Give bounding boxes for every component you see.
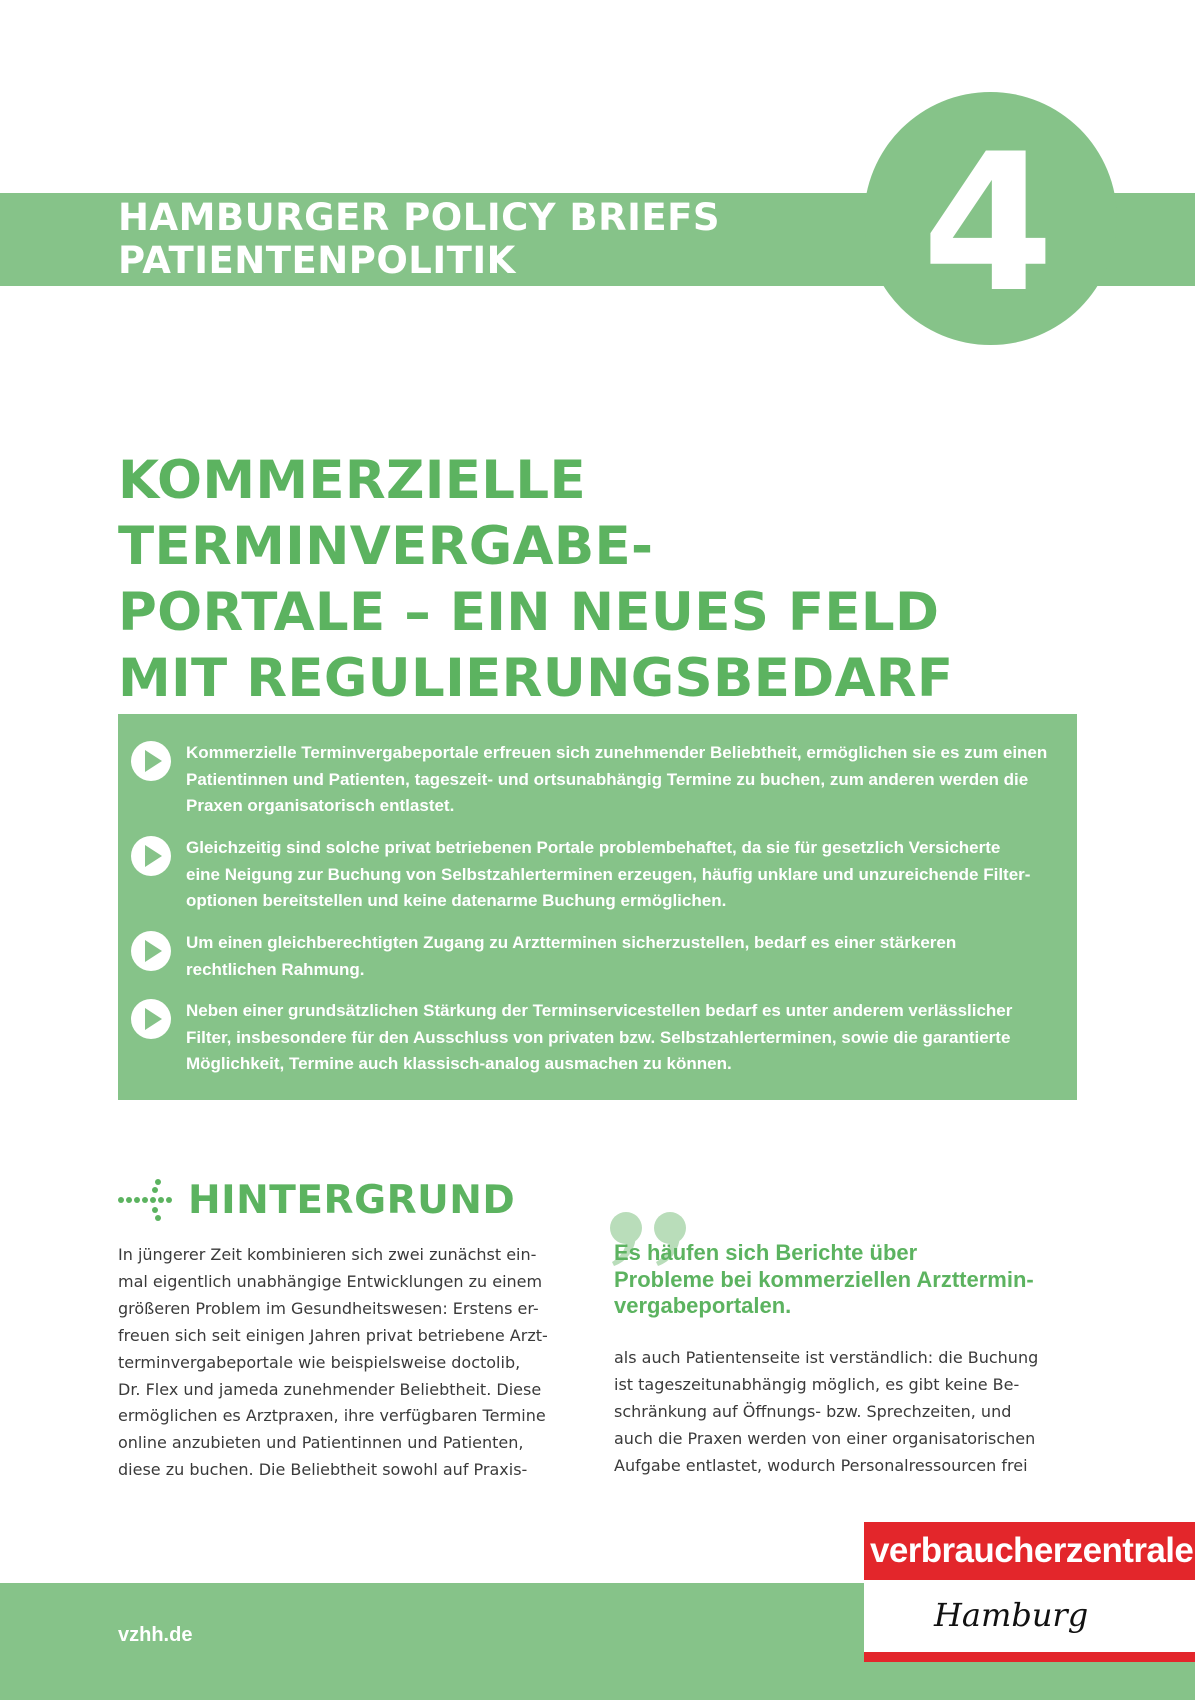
summary-item (130, 998, 1060, 1078)
verbraucherzentrale-logo (864, 1522, 1195, 1662)
summary-line: Praxen organisatorisch entlastet. (186, 796, 455, 815)
summary-line: rechtlichen Rahmung. (186, 959, 365, 979)
body-line: Aufgabe entlastet, wodurch Personalressourcen frei (614, 1455, 1028, 1475)
body-line: online anzubieten und Patientinnen und Patienten, (118, 1433, 524, 1453)
dotted-arrow-icon (118, 1178, 172, 1222)
body-line: freuen sich seit einigen Jahren privat betriebene Arzt- (118, 1325, 548, 1345)
body-line: mal eigentlich unabhängige Entwicklungen zu einem (118, 1271, 543, 1291)
page-title (118, 448, 1118, 712)
title-line-1: KOMMERZIELLE TERMINVERGABE- (118, 450, 654, 577)
body-line: Dr. Flex und jameda zunehmender Beliebtheit. Diese (118, 1379, 542, 1399)
body-line: schränkung auf Öffnungs- bzw. Sprechzeiten, und (614, 1401, 1012, 1421)
summary-line: Neben einer grundsätzlichen Stärkung der Terminservicestellen bedarf es unter anderem verlässlicher (186, 1001, 1013, 1020)
title-line-2: PORTALE – EIN NEUES FELD (118, 582, 940, 643)
summary-text (186, 740, 1047, 820)
quote-line: Es häufen sich Berichte über (614, 1240, 918, 1265)
summary-line: Möglichkeit, Termine auch klassisch-analog ausmachen zu können. (186, 1054, 732, 1073)
logo-brand: verbraucherzentrale (864, 1522, 1195, 1580)
series-line-1: HAMBURGER POLICY BRIEFS (118, 196, 721, 239)
summary-line: Kommerzielle Terminvergabeportale erfreuen sich zunehmender Beliebtheit, ermöglichen sie es zum einen (186, 743, 1048, 762)
issue-number: 4 (921, 112, 1055, 334)
logo-underline (864, 1652, 1195, 1662)
play-bullet-icon (130, 998, 172, 1040)
summary-item (130, 835, 1060, 915)
logo-city: Hamburg (934, 1596, 1089, 1634)
summary-text (186, 930, 956, 983)
summary-line: optionen bereitstellen und keine datenarme Buchung ermöglichen. (186, 891, 727, 910)
summary-item (130, 740, 1060, 820)
summary-box (118, 714, 1077, 1100)
summary-item (130, 930, 1060, 983)
body-line: auch die Praxen werden von einer organisatorischen (614, 1428, 1036, 1448)
play-bullet-icon (130, 835, 172, 877)
issue-circle (864, 92, 1117, 345)
title-line-3: MIT REGULIERUNGSBEDARF (118, 648, 954, 709)
body-column-right (614, 1345, 1076, 1480)
body-line: terminvergabeportale wie beispielsweise doctolib, (118, 1352, 521, 1372)
body-line: ist tageszeitunabhängig möglich, es gibt keine Be- (614, 1374, 1020, 1394)
series-title (118, 196, 878, 282)
summary-text (186, 998, 1012, 1078)
section-title: HINTERGRUND (188, 1177, 516, 1223)
quote-line: vergabeportalen. (614, 1293, 792, 1318)
summary-line: eine Neigung zur Buchung von Selbstzahlerterminen erzeugen, häufig unklare und unzureichende Filter- (186, 864, 1031, 884)
summary-line: Patientinnen und Patienten, tageszeit- und ortsunabhängig Termine zu buchen, zum anderen werden die (186, 769, 1029, 789)
summary-line: Um einen gleichberechtigten Zugang zu Arztterminen sicherzustellen, bedarf es einer stärkeren (186, 933, 957, 952)
quote-line: Probleme bei kommerziellen Arzttermin- (614, 1266, 1034, 1292)
body-line: größeren Problem im Gesundheitswesen: Erstens er- (118, 1298, 539, 1318)
summary-line: Gleichzeitig sind solche privat betriebenen Portale problembehaftet, da sie für gesetzlich Versicherte (186, 838, 1001, 857)
summary-line: Filter, insbesondere für den Ausschluss von privaten bzw. Selbstzahlerterminen, sowie die garantierte (186, 1027, 1011, 1047)
summary-text (186, 835, 1030, 915)
play-bullet-icon (130, 930, 172, 972)
body-line: ermöglichen es Arztpraxen, ihre verfügbaren Termine (118, 1406, 546, 1426)
pull-quote (614, 1240, 1084, 1320)
body-line: diese zu buchen. Die Beliebtheit sowohl auf Praxis- (118, 1460, 528, 1480)
footer-website-link[interactable]: vzhh.de (118, 1624, 193, 1646)
series-line-2: PATIENTENPOLITIK (118, 239, 516, 282)
section-heading (118, 1176, 515, 1224)
play-bullet-icon (130, 740, 172, 782)
body-line: als auch Patientenseite ist verständlich: die Buchung (614, 1348, 1039, 1367)
body-column-left (118, 1242, 580, 1484)
body-line: In jüngerer Zeit kombinieren sich zwei zunächst ein- (118, 1245, 537, 1264)
